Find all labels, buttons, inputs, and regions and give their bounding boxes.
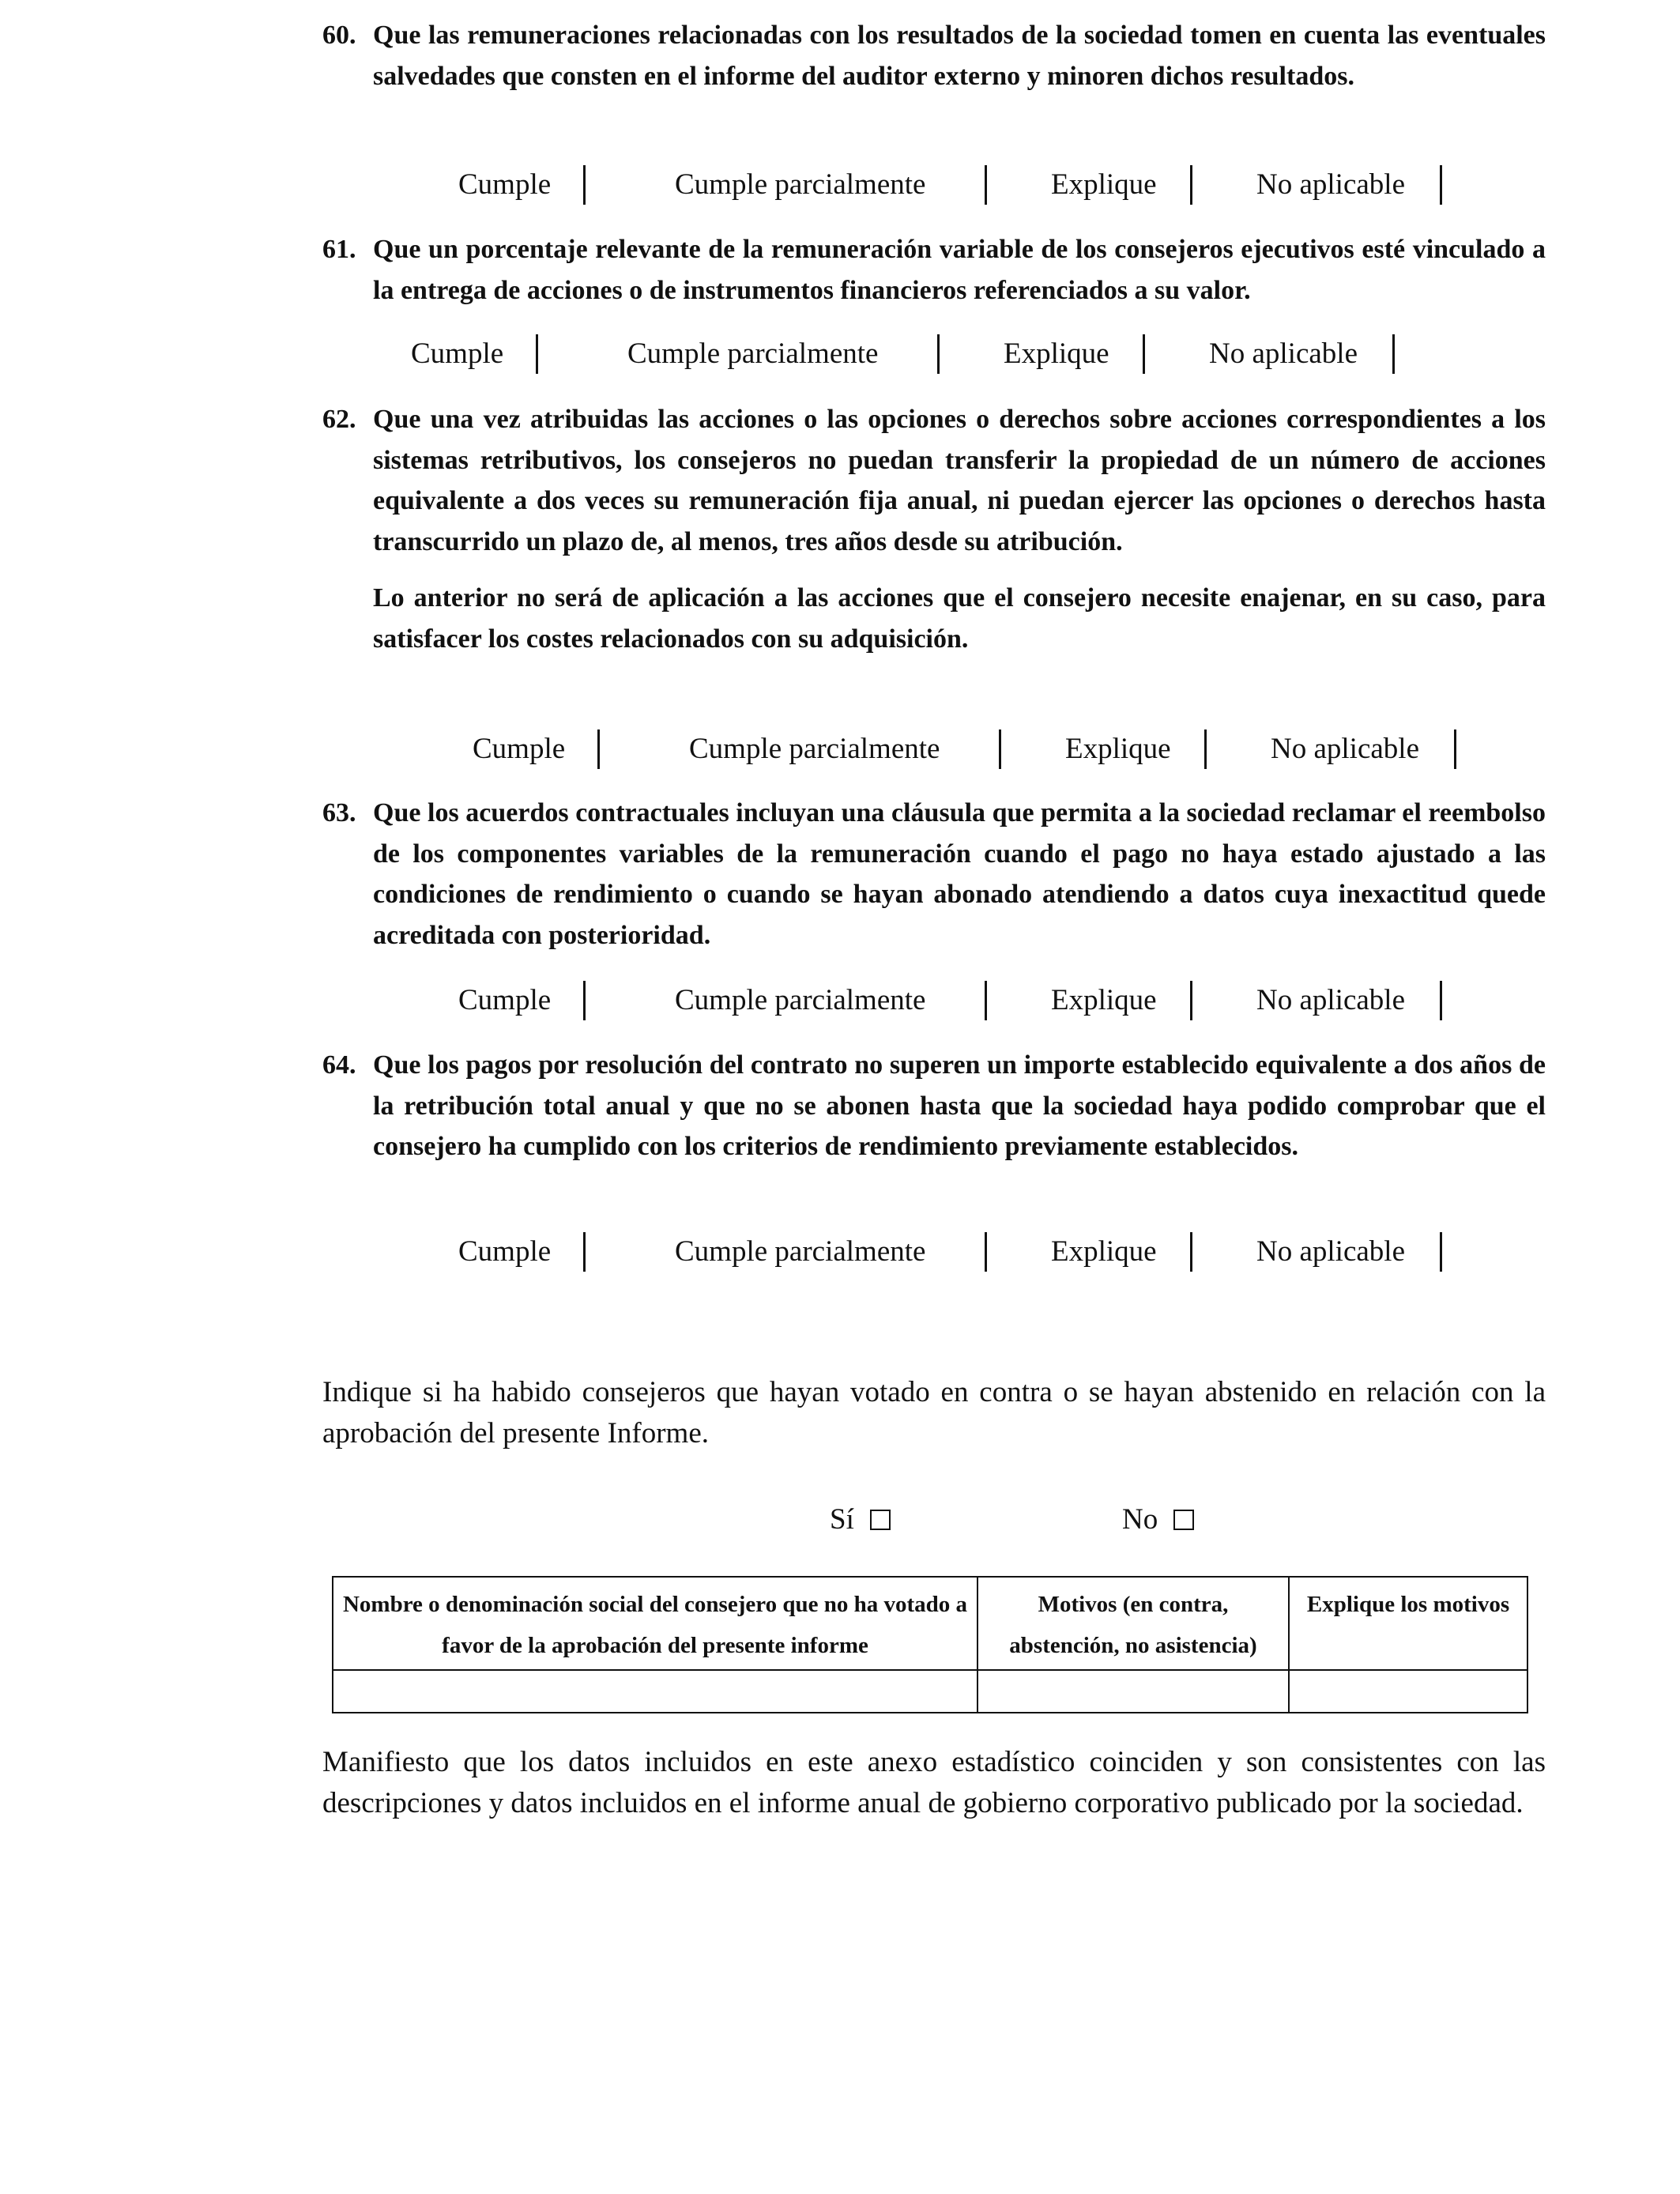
table-cell[interactable] (1289, 1670, 1527, 1713)
option-cumple[interactable]: Cumple (458, 984, 552, 1016)
vote-no-option[interactable] (1122, 1498, 1194, 1542)
option-cumple[interactable]: Cumple (458, 168, 552, 201)
recommendation-61 (322, 229, 1546, 311)
option-cumple[interactable]: Cumple (411, 337, 504, 370)
option-divider (1204, 729, 1207, 769)
option-divider (1454, 729, 1456, 769)
option-explique[interactable]: Explique (1051, 1235, 1157, 1268)
recommendation-text: Que las remuneraciones relacionadas con los resultados de la sociedad tomen en cuenta las eventuales salvedades que consten en el informe del auditor externo y minoren dichos resultados. (373, 21, 1546, 91)
option-divider (1190, 1232, 1192, 1272)
no-checkbox[interactable] (1173, 1510, 1194, 1530)
option-divider (1143, 334, 1145, 374)
recommendation-text-note: Lo anterior no será de aplicación a las acciones que el consejero necesite enajenar, en su caso, para satisfacer los costes relacionados con su adquisición. (373, 583, 1546, 654)
recommendation-text: Que una vez atribuidas las acciones o las opciones o derechos sobre acciones correspondientes a los sistemas retributivos, los consejeros no puedan transferir la propiedad de un número de acciones equivalente a dos veces su remuneración fija anual, ni puedan ejercer las opciones o derechos hasta transcurrido un plazo de, al menos, tres años desde su atribución. (373, 405, 1546, 556)
option-cumple-parcialmente[interactable]: Cumple parcialmente (675, 168, 926, 201)
option-cumple-parcialmente[interactable]: Cumple parcialmente (675, 1235, 926, 1268)
option-divider (597, 729, 600, 769)
option-divider (1440, 165, 1442, 205)
recommendation-number: 63. (322, 798, 356, 827)
option-divider (999, 729, 1001, 769)
dissenting-directors-table (332, 1576, 1528, 1713)
table-row (333, 1670, 1527, 1713)
option-explique[interactable]: Explique (1051, 168, 1157, 201)
option-divider (985, 981, 987, 1020)
option-divider (583, 1232, 586, 1272)
recommendation-text: Que los acuerdos contractuales incluyan una cláusula que permita a la sociedad reclamar el reembolso de los componentes variables de la remuneración cuando el pago no haya estado ajustado a las condiciones de rendimiento o cuando se hayan abonado atendiendo a datos cuya inexactitud quede acreditada con posterioridad. (373, 798, 1546, 950)
recommendation-text: Que los pagos por resolución del contrato no superen un importe establecido equivalente a dos años de la retribución total anual y que no se abonen hasta que la sociedad haya podido comprobar que el consejero ha cumplido con los criterios de rendimiento previamente establecidos. (373, 1050, 1546, 1161)
option-cumple[interactable]: Cumple (458, 1235, 552, 1268)
option-divider (1440, 1232, 1442, 1272)
option-divider (985, 165, 987, 205)
recommendation-60 (322, 15, 1546, 96)
column-header-explain: Explique los motivos (1289, 1577, 1527, 1670)
recommendation-64 (322, 1045, 1546, 1167)
option-no-aplicable[interactable]: No aplicable (1271, 733, 1419, 765)
option-divider (1440, 981, 1442, 1020)
option-no-aplicable[interactable]: No aplicable (1256, 168, 1405, 201)
option-no-aplicable[interactable]: No aplicable (1256, 984, 1405, 1016)
option-divider (583, 981, 586, 1020)
option-no-aplicable[interactable]: No aplicable (1256, 1235, 1405, 1268)
option-cumple-parcialmente[interactable]: Cumple parcialmente (689, 733, 940, 765)
vote-question: Indique si ha habido consejeros que hayan votado en contra o se hayan abstenido en relación con la aprobación del presente Informe. (322, 1376, 1546, 1449)
option-divider (985, 1232, 987, 1272)
recommendation-63 (322, 793, 1546, 956)
vote-no-label: No (1122, 1503, 1158, 1536)
declaration-text: Manifiesto que los datos incluidos en este anexo estadístico coinciden y son consistentes con las descripciones y datos incluidos en el informe anual de gobierno corporativo publicado por la sociedad. (322, 1746, 1546, 1819)
recommendation-number: 60. (322, 21, 356, 50)
recommendation-text: Que un porcentaje relevante de la remuneración variable de los consejeros ejecutivos esté vinculado a la entrega de acciones o de instrumentos financieros referenciados a su valor. (373, 235, 1546, 305)
table-cell[interactable] (977, 1670, 1289, 1713)
option-divider (1190, 981, 1192, 1020)
option-cumple-parcialmente[interactable]: Cumple parcialmente (627, 337, 879, 370)
option-divider (937, 334, 940, 374)
column-header-director-name: Nombre o denominación social del consejero que no ha votado a favor de la aprobación del presente informe (333, 1577, 977, 1670)
option-explique[interactable]: Explique (1065, 733, 1171, 765)
option-divider (1392, 334, 1395, 374)
table-cell[interactable] (333, 1670, 977, 1713)
option-divider (1190, 165, 1192, 205)
option-divider (583, 165, 586, 205)
option-explique[interactable]: Explique (1004, 337, 1109, 370)
option-explique[interactable]: Explique (1051, 984, 1157, 1016)
option-divider (536, 334, 538, 374)
option-no-aplicable[interactable]: No aplicable (1209, 337, 1358, 370)
option-cumple[interactable]: Cumple (473, 733, 566, 765)
vote-yes-label: Sí (830, 1503, 854, 1536)
recommendation-62 (322, 399, 1546, 659)
recommendation-number: 61. (322, 235, 356, 264)
yes-checkbox[interactable] (870, 1510, 891, 1530)
column-header-reasons: Motivos (en contra, abstención, no asistencia) (977, 1577, 1289, 1670)
option-cumple-parcialmente[interactable]: Cumple parcialmente (675, 984, 926, 1016)
recommendation-number: 62. (322, 405, 356, 434)
table-header-row (333, 1577, 1527, 1670)
vote-yes-option[interactable] (830, 1498, 891, 1542)
recommendation-number: 64. (322, 1050, 356, 1080)
